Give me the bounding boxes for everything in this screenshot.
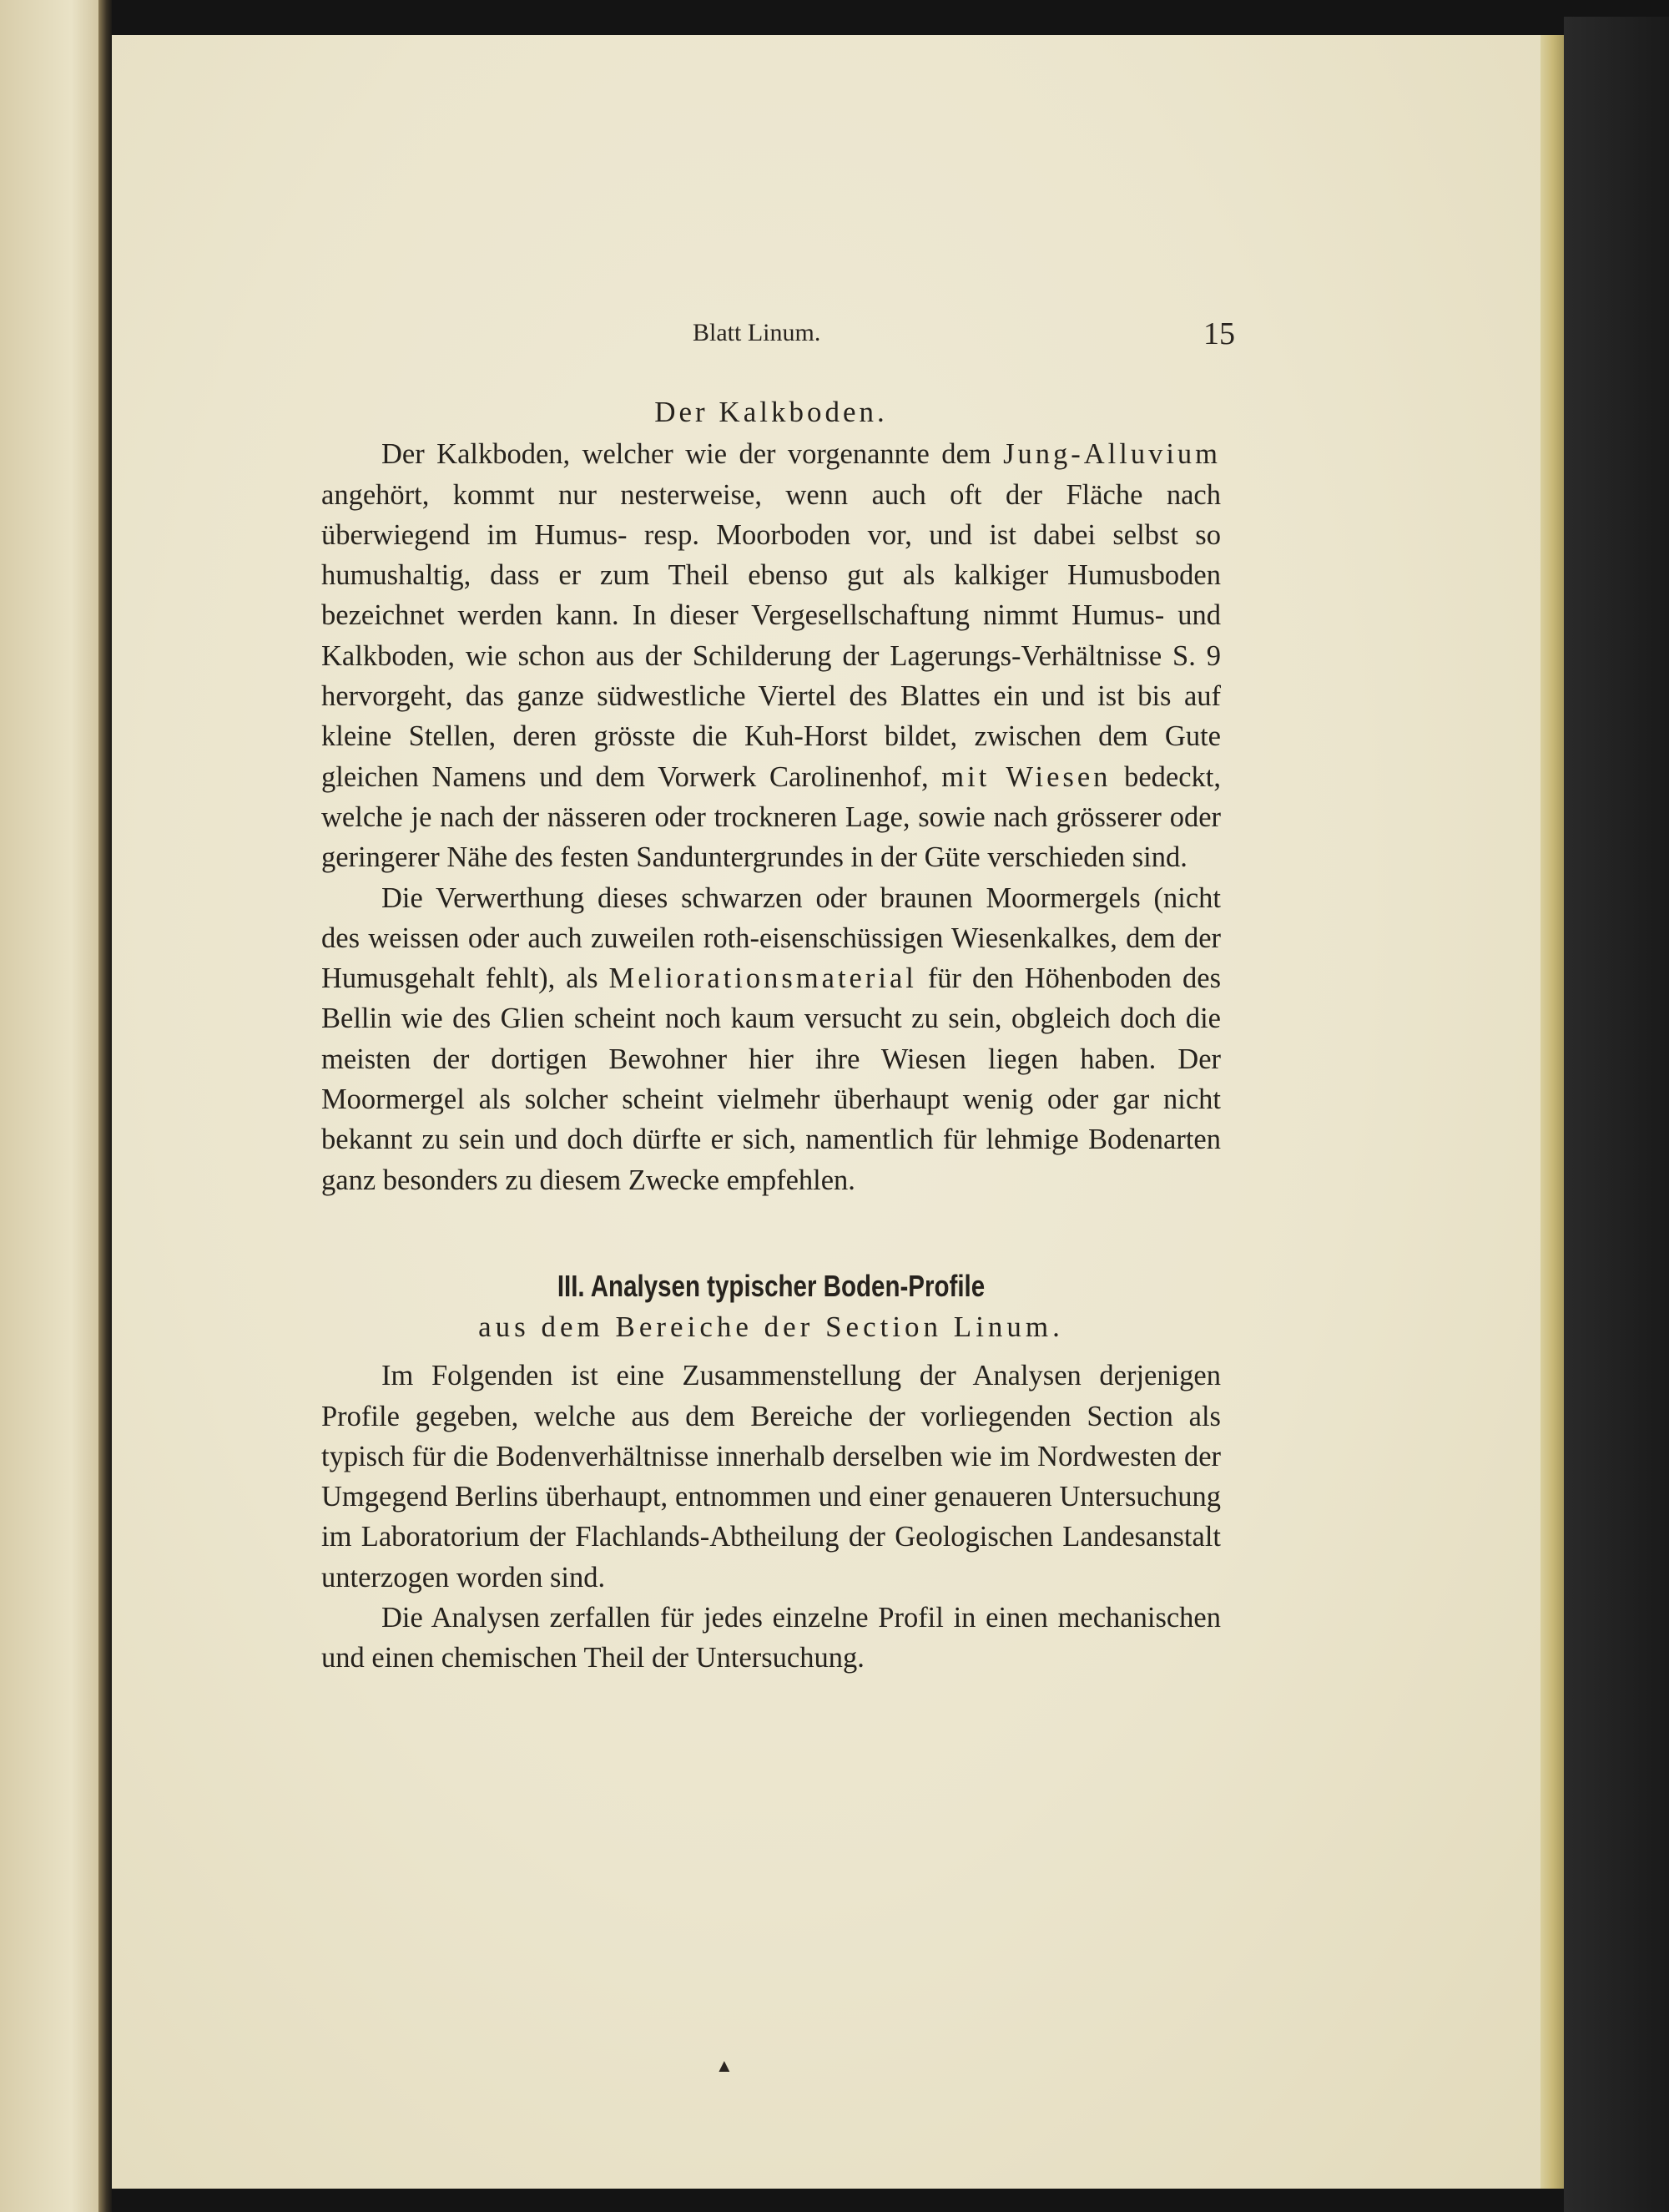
page-edges <box>1540 35 1564 2189</box>
paragraph-text: angehört, kommt nur nesterweise, wenn auch oft der Fläche nach überwiegend im Humus- resp. Moorboden vor, und ist dabei selbst so humushaltig, dass er zum Theil ebenso gut als kalkiger Humusboden bezeichnet werden kann. In dieser Vergesellschaftung nimmt Humus- und Kalkboden, wie schon aus der Schilderung der Lagerungs-Verhältnisse S. 9 hervorgeht, das ganze südwestliche Viertel des Blattes ein und ist bis auf kleine Stellen, deren grösste die Kuh-Horst bildet, zwischen dem Gute gleichen Namens und dem Vorwerk Carolinenhof, <box>321 478 1221 793</box>
emphasis-spaced: mit Wiesen <box>941 760 1112 793</box>
chapter-subheading: aus dem Bereiche der Section Linum. <box>478 1310 1064 1343</box>
section-heading-kalkboden: Der Kalkboden. <box>654 396 888 428</box>
book-gutter <box>98 0 112 2212</box>
page-number: 15 <box>1203 316 1235 351</box>
emphasis-spaced: Jung-Alluvium <box>1003 438 1222 471</box>
paragraph-text: Der Kalkboden, welcher wie der vorgenannte dem <box>381 438 991 471</box>
paragraph-text: für den Höhenboden des Bellin wie des Glien scheint noch kaum versucht zu sein, obgleich doch die meisten der dortigen Bewohner hier ihre Wiesen liegen haben. Der Moormergel als solcher scheint vielmehr überhaupt wenig oder gar nicht bekannt zu sein und doch dürfte er sich, namentlich für lehmige Bodenarten ganz besonders zu diesem Zwecke empfehlen. <box>321 962 1222 1196</box>
running-head <box>334 316 1235 352</box>
section-gap <box>321 1200 1221 1265</box>
chapter-heading: III. Analysen typischer Boden-Profile <box>557 1268 986 1303</box>
page-body <box>321 392 1221 1679</box>
book-cover <box>1564 17 1669 2212</box>
printer-mark: ▲ <box>715 2055 734 2076</box>
running-head-title: Blatt Linum. <box>693 319 821 346</box>
emphasis-spaced: Meliorationsmaterial <box>608 962 917 995</box>
paragraph-analysen-2: Die Analysen zerfallen für jedes einzelne Profil in einen mechanischen und einen chemischen Theil der Untersuchung. <box>321 1602 1221 1674</box>
facing-page-edge <box>0 0 102 2212</box>
paragraph-kalkboden-2 <box>321 878 1221 1200</box>
paragraph-analysen-1: Im Folgenden ist eine Zusammenstellung der Analysen derjenigen Profile gegeben, welche aus dem Bereiche der vorliegenden Section als typisch für die Bodenverhältnisse innerhalb derselben wie im Nordwesten der Umgegend Berlins überhaupt, entnommen und einer genaueren Untersuchung im Laboratorium der Flachlands-Abtheilung der Geologischen Landesanstalt unterzogen worden sind. <box>321 1360 1221 1593</box>
paragraph-text: Die Verwerthung dieses schwarzen oder braunen Moormergels (nicht des weissen oder auch zuweilen roth-eisenschüssigen Wiesenkalkes, dem der Humusgehalt fehlt), als <box>321 881 1221 995</box>
paragraph-text: bedeckt, welche je nach der nässeren oder trockneren Lage, sowie nach grösserer oder geringerer Nähe des festen Sanduntergrundes in der Güte verschieden sind. <box>321 760 1221 874</box>
paragraph-kalkboden-1 <box>321 434 1221 877</box>
